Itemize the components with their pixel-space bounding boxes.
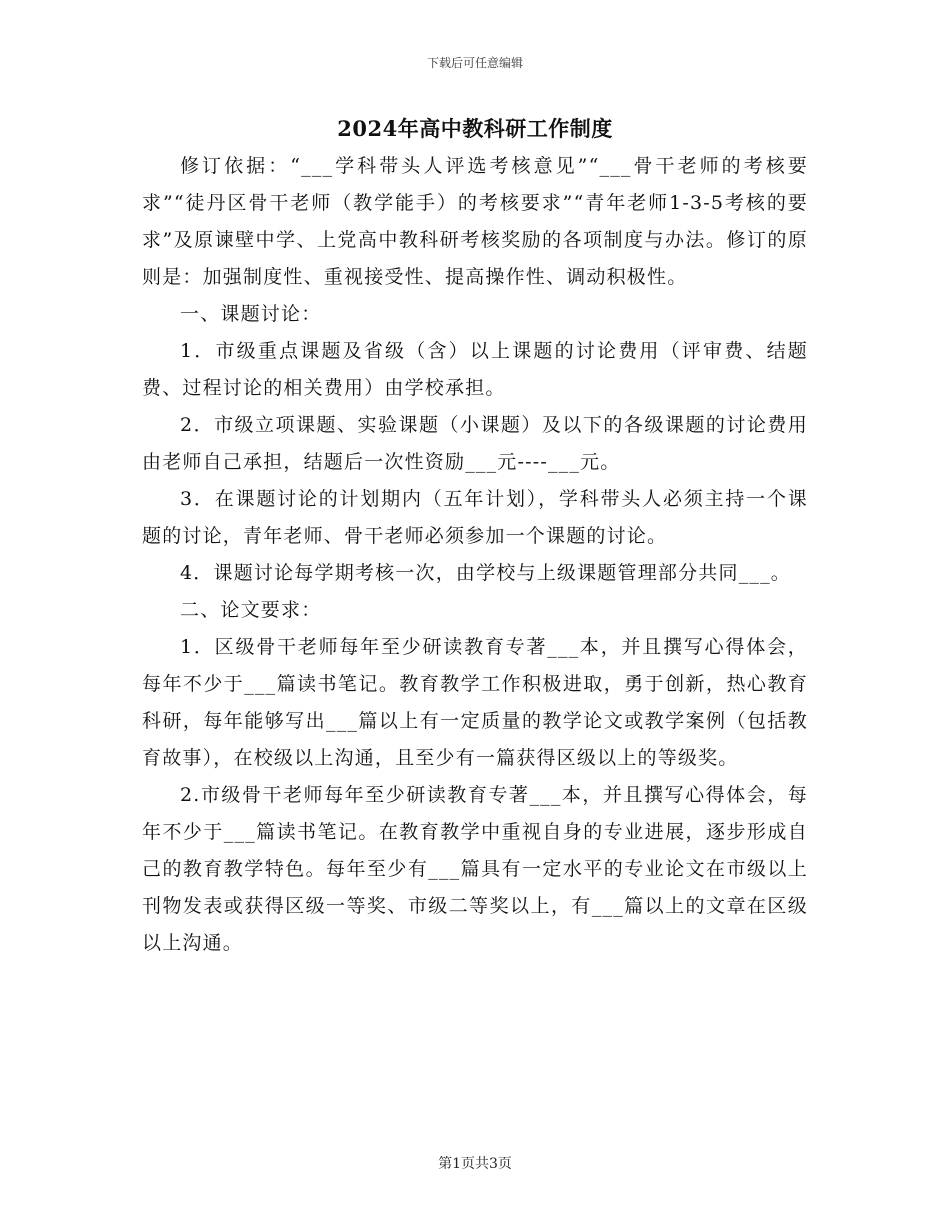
document-body — [142, 148, 808, 962]
section-heading-papers: 二、论文要求： — [180, 599, 322, 621]
paragraph-papers-2: 2.市级骨干老师每年至少研读教育专著___本，并且撰写心得体会，每年不少于___篇读书笔记。在教育教学中重视自身的专业进展，逐步形成自己的教育教学特色。每年至少有___篇具有一定水平的专业论文在市级以上刊物发表或获得区级一等奖、市级二等奖以上，有___篇以上的文章在区级以上沟通。 — [142, 784, 808, 954]
section-heading-research: 一、课题讨论： — [180, 303, 322, 325]
paragraph-research-1: 1．市级重点课题及省级（含）以上课题的讨论费用（评审费、结题费、过程讨论的相关费用）由学校承担。 — [142, 340, 808, 399]
paragraph-revision-basis: 修订依据：“___学科带头人评选考核意见”“___骨干老师的考核要求”“徒丹区骨干老师（教学能手）的考核要求”“青年老师1-3-5考核的要求”及原谏壁中学、上党高中教科研考核奖励的各项制度与办法。修订的原则是：加强制度性、重视接受性、提高操作性、调动积极性。 — [142, 155, 808, 288]
paragraph-papers-1: 1．区级骨干老师每年至少研读教育专著___本，并且撰写心得体会，每年不少于___篇读书笔记。教育教学工作积极进取，勇于创新，热心教育科研，每年能够写出___篇以上有一定质量的教学论文或教学案例（包括教育故事），在校级以上沟通，且至少有一篇获得区级以上的等级奖。 — [142, 636, 808, 769]
page-header-note: 下载后可任意编辑 — [426, 56, 523, 70]
page-number: 第1页共3页 — [438, 1156, 512, 1172]
paragraph-research-3: 3．在课题讨论的计划期内（五年计划），学科带头人必须主持一个课题的讨论，青年老师、骨干老师必须参加一个课题的讨论。 — [142, 488, 808, 547]
paragraph-research-4: 4．课题讨论每学期考核一次，由学校与上级课题管理部分共同___。 — [180, 562, 791, 584]
document-title: 2024年高中教科研工作制度 — [337, 116, 613, 141]
paragraph-research-2: 2．市级立项课题、实验课题（小课题）及以下的各级课题的讨论费用由老师自己承担，结题后一次性资励___元----___元。 — [142, 414, 808, 473]
